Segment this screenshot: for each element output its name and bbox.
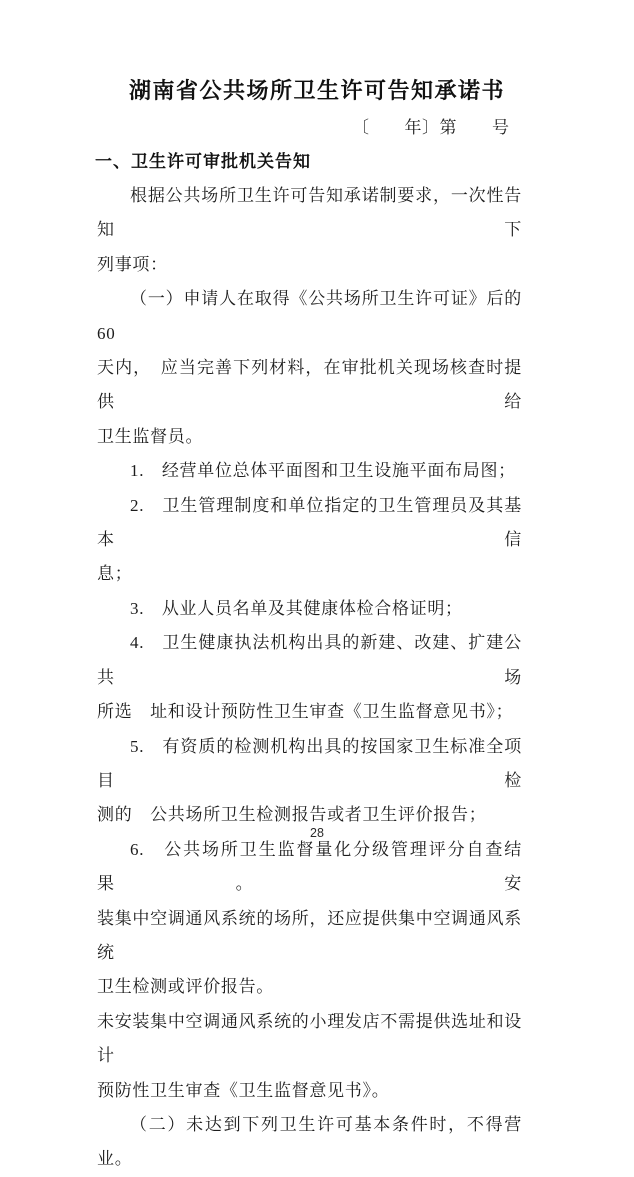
document-line: 未安装集中空调通风系统的小理发店不需提供选址和设计 xyxy=(97,1011,522,1066)
document-line: 预防性卫生审查《卫生监督意见书》。 xyxy=(97,1080,390,1100)
section-heading: 一、卫生许可审批机关告知 xyxy=(95,152,311,171)
document-line: （一）申请人在取得《公共场所卫生许可证》后的 60 xyxy=(97,289,522,343)
document-line: 所选 址和设计预防性卫生审查《卫生监督意见书》； xyxy=(97,702,514,722)
document-line: 5. 有资质的检测机构出具的按国家卫生标准全项目检 xyxy=(97,736,522,790)
document-line: 2. 卫生管理制度和单位指定的卫生管理员及其基本信 xyxy=(97,495,522,550)
document-line: 装集中空调通风系统的场所，还应提供集中空调通风系统 xyxy=(97,908,522,962)
document-line: 6. 公共场所卫生监督量化分级管理评分自查结果。 安 xyxy=(97,839,522,894)
document-line: 1. 经营单位总体平面图和卫生设施平面布局图； xyxy=(130,461,516,481)
document-line: 卫生检测或评价报告。 xyxy=(97,977,274,997)
document-body xyxy=(97,179,522,1177)
document-line: 根据公共场所卫生许可告知承诺制要求，一次性告知下 xyxy=(97,186,522,240)
document-line: （二）未达到下列卫生许可基本条件时，不得营业。 xyxy=(97,1114,522,1169)
document-title: 湖南省公共场所卫生许可告知承诺书 xyxy=(128,78,505,103)
document-line: 天内， 应当完善下列材料，在审批机关现场核查时提供给 xyxy=(97,358,522,412)
document-line: 3. 从业人员名单及其健康体检合格证明； xyxy=(130,598,463,618)
page-number: 28 xyxy=(310,826,324,840)
document-line: 4. 卫生健康执法机构出具的新建、改建、扩建公共场 xyxy=(97,633,522,687)
document-line: 测的 公共场所卫生检测报告或者卫生评价报告； xyxy=(97,805,487,825)
document-line: 列事项： xyxy=(97,254,168,274)
document-line: 息； xyxy=(97,564,133,584)
document-line: 卫生监督员。 xyxy=(97,426,204,446)
document-number-line: 〔 年〕第 号 xyxy=(352,118,510,137)
